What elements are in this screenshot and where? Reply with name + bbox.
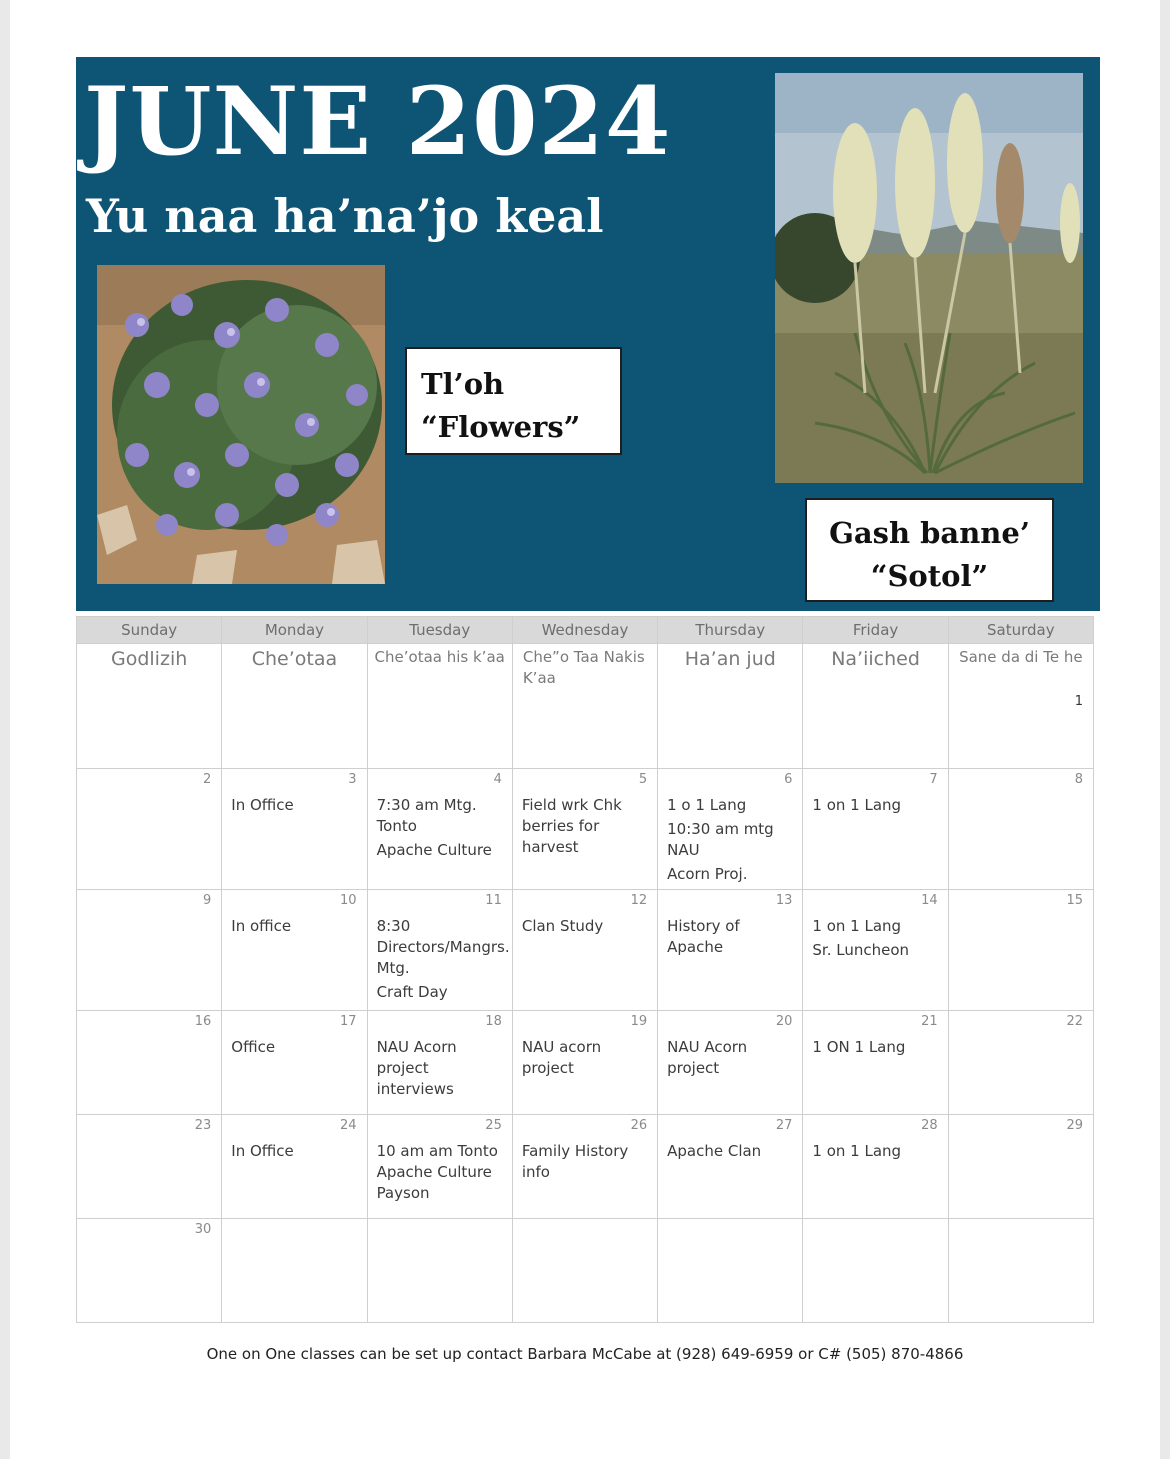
day-cell [658,1219,803,1323]
weekday-header: Monday [222,617,367,644]
day-cell [367,769,512,890]
calendar-page [10,0,1160,1459]
native-weekday-cell [367,644,512,769]
day-events [377,795,508,864]
event-entry: NAU Acorn project [667,1038,748,1077]
event-entry: Office [231,1038,276,1056]
day-number: 7 [929,772,938,787]
day-cell [77,1011,222,1115]
event-entry: 10 am am Tonto Apache Culture Payson [376,1142,498,1202]
day-events [667,795,798,888]
day-number: 13 [775,893,793,908]
native-weekday-name: Che”o Taa Nakis K’aa [522,648,645,687]
day-events [812,1141,943,1165]
day-number: 30 [194,1222,212,1237]
day-events [812,1037,943,1061]
native-weekday-cell [512,644,657,769]
day-number: 2 [203,772,212,787]
day-cell [222,1115,367,1219]
flowers-english-label: “Flowers” [421,410,581,444]
sotol-english-label: “Sotol” [870,559,989,593]
week-row [77,890,1094,1011]
day-number: 19 [630,1014,648,1029]
event-entry: Sr. Luncheon [812,941,910,959]
day-number: 21 [921,1014,938,1029]
event-entry: In Office [231,1142,294,1160]
month-title: JUNE 2024 [84,67,672,177]
sotol-photo-art [775,73,1083,483]
day-number: 15 [1066,893,1083,908]
contact-footer: One on One classes can be set up contact Barbara McCabe at (928) 649-6959 or C# (505) 870-4866 [206,1345,964,1363]
day-cell [948,1011,1093,1115]
day-events [522,795,653,861]
day-number: 12 [630,893,648,908]
day-cell [367,890,512,1011]
day-number: 6 [784,772,793,787]
day-number: 9 [203,893,212,908]
day-number: 1 [1074,694,1083,709]
day-number: 3 [348,772,357,787]
event-entry: Apache Culture [376,841,492,859]
native-weekday-name: Che’otaa his k’aa [374,648,505,666]
day-events [377,916,508,1006]
flowers-native-label: Tl’oh [421,367,505,401]
day-events [522,1037,653,1082]
day-cell [948,1115,1093,1219]
flowers-photo-art [97,265,385,584]
day-cell [803,1011,948,1115]
month-banner [76,57,1100,611]
event-entry: Clan Study [521,917,604,935]
event-entry: 7:30 am Mtg. Tonto [376,796,477,835]
sotol-label-box [805,498,1054,602]
month-native-title: Yu naa ha’na’jo keal [86,189,604,243]
native-weekday-cell [658,644,803,769]
flowers-photo [97,265,385,584]
event-entry: 1 on 1 Lang [812,796,902,814]
week-row [77,1219,1094,1323]
day-events [812,916,943,964]
native-weekday-cell [948,644,1093,769]
day-cell [658,890,803,1011]
day-events [522,916,653,940]
day-cell [658,769,803,890]
weekday-header-row [77,617,1094,644]
event-entry: NAU Acorn project interviews [376,1038,457,1098]
day-cell [512,1011,657,1115]
native-weekday-name: Ha’an jud [684,648,776,670]
day-events [812,795,943,819]
native-weekday-row [77,644,1094,769]
weekday-header: Thursday [658,617,803,644]
event-entry: Craft Day [376,983,448,1001]
native-weekday-name: Godlizih [111,648,188,670]
event-entry: 1 on 1 Lang [812,917,902,935]
week-row [77,769,1094,890]
day-number: 29 [1066,1118,1083,1133]
native-weekday-cell [222,644,367,769]
day-cell [948,890,1093,1011]
day-events [667,1037,798,1082]
weekday-header: Saturday [948,617,1093,644]
event-entry: 1 on 1 Lang [812,1142,902,1160]
day-events [231,1037,362,1061]
sotol-native-label: Gash banne’ [829,516,1030,550]
event-entry: In Office [231,796,294,814]
event-entry: NAU acorn project [521,1038,602,1077]
day-number: 20 [775,1014,793,1029]
flowers-label-box [405,347,622,455]
day-number: 8 [1074,772,1083,787]
day-events [667,1141,798,1165]
day-number: 11 [485,893,502,908]
day-events [377,1037,508,1103]
weekday-header: Sunday [77,617,222,644]
event-entry: 10:30 am mtg NAU [667,820,774,859]
event-entry: 1 o 1 Lang [667,796,747,814]
day-cell [367,1011,512,1115]
day-number: 25 [485,1118,502,1133]
day-number: 27 [775,1118,793,1133]
day-number: 4 [493,772,502,787]
event-entry: In office [231,917,292,935]
week-row [77,1115,1094,1219]
weekday-header: Friday [803,617,948,644]
day-cell [77,769,222,890]
day-cell [222,890,367,1011]
event-entry: Family History info [521,1142,629,1181]
day-cell [367,1219,512,1323]
day-cell [77,1115,222,1219]
day-cell [512,890,657,1011]
native-weekday-name: Che’otaa [251,648,338,670]
day-events [522,1141,653,1186]
day-number: 18 [485,1014,502,1029]
day-cell [803,1219,948,1323]
day-cell [803,769,948,890]
day-number: 23 [194,1118,212,1133]
day-number: 5 [638,772,648,787]
day-number: 28 [921,1118,938,1133]
native-weekday-cell [77,644,222,769]
day-cell [222,1011,367,1115]
day-number: 26 [630,1118,648,1133]
sotol-photo [775,73,1083,483]
day-cell [512,1219,657,1323]
day-events [667,916,798,961]
day-cell [948,1219,1093,1323]
event-entry: Acorn Proj. [667,865,748,883]
day-number: 22 [1066,1014,1083,1029]
day-number: 24 [340,1118,357,1133]
day-events [231,1141,362,1165]
day-cell [512,769,657,890]
day-events [231,916,362,940]
event-entry: Apache Clan [667,1142,762,1160]
weekday-header: Tuesday [367,617,512,644]
day-cell [803,890,948,1011]
day-cell [948,769,1093,890]
day-cell [222,1219,367,1323]
event-entry: Field wrk Chk berries for harvest [521,796,622,856]
event-entry: 1 ON 1 Lang [812,1038,906,1056]
native-weekday-name: Na’iiched [831,648,920,670]
event-entry: 8:30 Directors/Mangrs. Mtg. [376,917,510,977]
day-cell [658,1011,803,1115]
weekday-header: Wednesday [512,617,657,644]
native-weekday-name: Sane da di Te he [959,648,1083,666]
week-row [77,1011,1094,1115]
event-entry: History of Apache [667,917,740,956]
day-cell [367,1115,512,1219]
day-number: 14 [921,893,938,908]
day-cell [803,1115,948,1219]
day-cell [658,1115,803,1219]
day-cell [77,890,222,1011]
day-events [377,1141,508,1207]
native-weekday-cell [803,644,948,769]
month-calendar-grid [76,616,1094,1323]
day-number: 16 [194,1014,212,1029]
day-cell [512,1115,657,1219]
day-cell [77,1219,222,1323]
day-number: 10 [340,893,357,908]
day-events [231,795,362,819]
day-number: 17 [340,1014,357,1029]
day-cell [222,769,367,890]
